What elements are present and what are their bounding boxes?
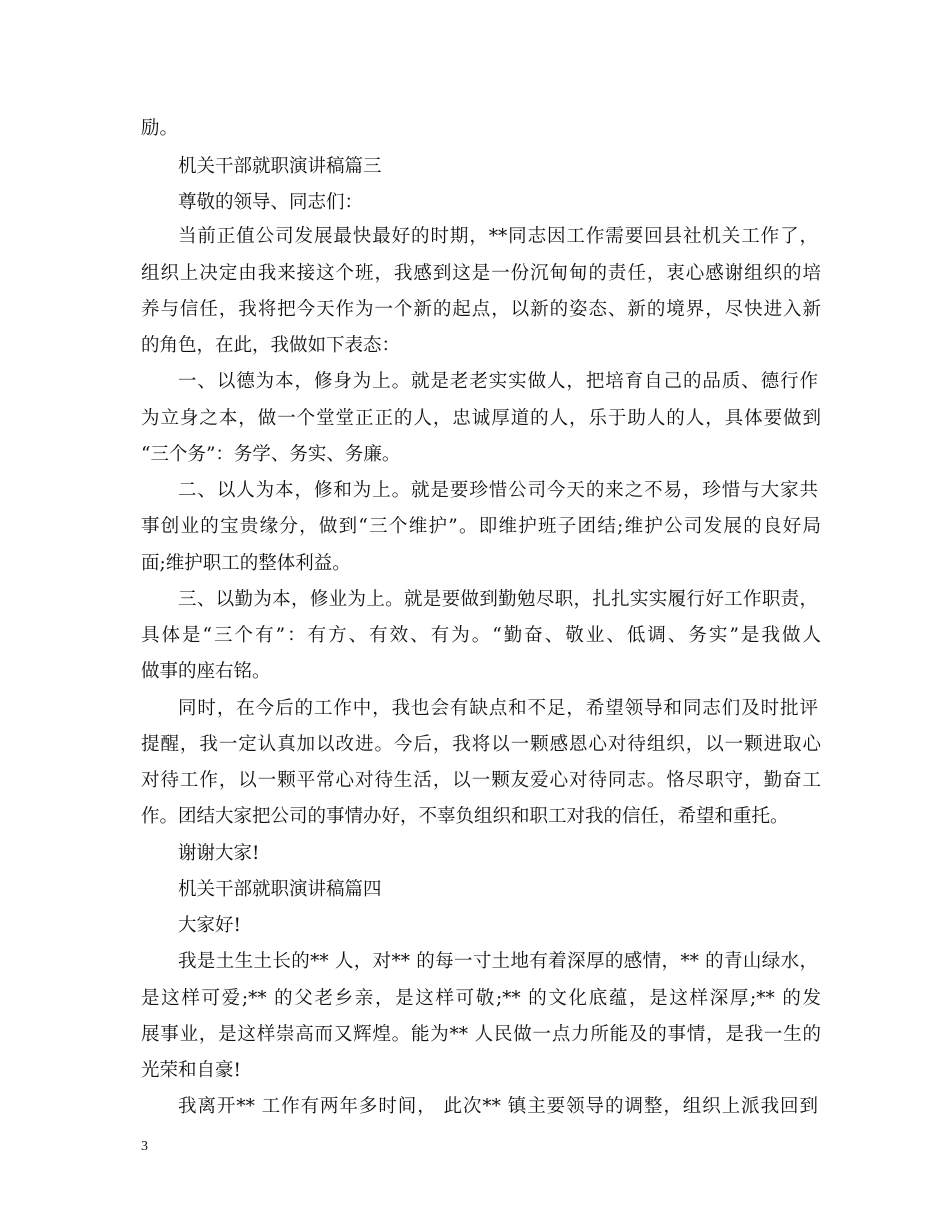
text-line: 同时，在今后的工作中，我也会有缺点和不足，希望领导和同志们及时批评: [178, 698, 818, 719]
text-line: 谢谢大家!: [178, 843, 260, 864]
text-line: 对待工作，以一颗平常心对待生活，以一颗友爱心对待同志。恪尽职守，勤奋工: [141, 770, 821, 791]
text-line: 我离开** 工作有两年多时间， 此次** 镇主要领导的调整，组织上派我回到: [178, 1096, 818, 1117]
text-line: 面;维护职工的整体利益。: [141, 553, 351, 574]
text-line: 作。团结大家把公司的事情办好，不辜负组织和职工对我的信任，希望和重托。: [141, 806, 789, 827]
text-line: 具体是“三个有”：有方、有效、有为。“勤奋、敬业、低调、务实”是我做人: [141, 625, 821, 646]
text-line: “三个务”：务学、务实、务廉。: [141, 444, 401, 465]
text-line: 的角色，在此，我做如下表态：: [141, 335, 401, 356]
salutation: 大家好!: [178, 915, 241, 936]
text-line: 三、以勤为本，修业为上。就是要做到勤勉尽职，扎扎实实履行好工作职责，: [178, 589, 818, 610]
text-line: 为立身之本，做一个堂堂正正的人，忠诚厚道的人，乐于助人的人，具体要做到: [141, 408, 821, 429]
text-line: 光荣和自豪!: [141, 1060, 241, 1081]
text-line: 事创业的宝贵缘分，做到“三个维护”。即维护班子团结;维护公司发展的良好局: [141, 516, 821, 537]
text-line: 提醒，我一定认真加以改进。今后，我将以一颗感恩心对待组织，以一颗进取心: [141, 734, 821, 755]
section-heading: 机关干部就职演讲稿篇三: [178, 156, 382, 177]
text-line: 是这样可爱;** 的父老乡亲，是这样可敬;** 的文化底蕴，是这样深厚;** 的发: [141, 988, 821, 1009]
text-line: 当前正值公司发展最快最好的时期，**同志因工作需要回县社机关工作了，: [178, 226, 818, 247]
text-line: 养与信任，我将把今天作为一个新的起点，以新的姿态、新的境界，尽快进入新: [141, 299, 821, 320]
section-heading: 机关干部就职演讲稿篇四: [178, 879, 382, 900]
text-line: 一、以德为本，修身为上。就是老老实实做人，把培育自己的品质、德行作: [178, 371, 818, 392]
page-number: 3: [141, 1139, 148, 1154]
text-line: 展事业，是这样崇高而又辉煌。能为** 人民做一点力所能及的事情，是我一生的: [141, 1024, 821, 1045]
text-line: 做事的座右铭。: [141, 661, 271, 682]
text-line: 组织上决定由我来接这个班，我感到这是一份沉甸甸的责任，衷心感谢组织的培: [141, 263, 821, 284]
text-line: 二、以人为本，修和为上。就是要珍惜公司今天的来之不易，珍惜与大家共: [178, 480, 818, 501]
text-line: 我是土生土长的** 人，对** 的每一寸土地有着深厚的感情，** 的青山绿水，: [178, 951, 818, 972]
salutation: 尊敬的领导、同志们：: [178, 192, 364, 213]
text-line: 励。: [141, 118, 179, 139]
